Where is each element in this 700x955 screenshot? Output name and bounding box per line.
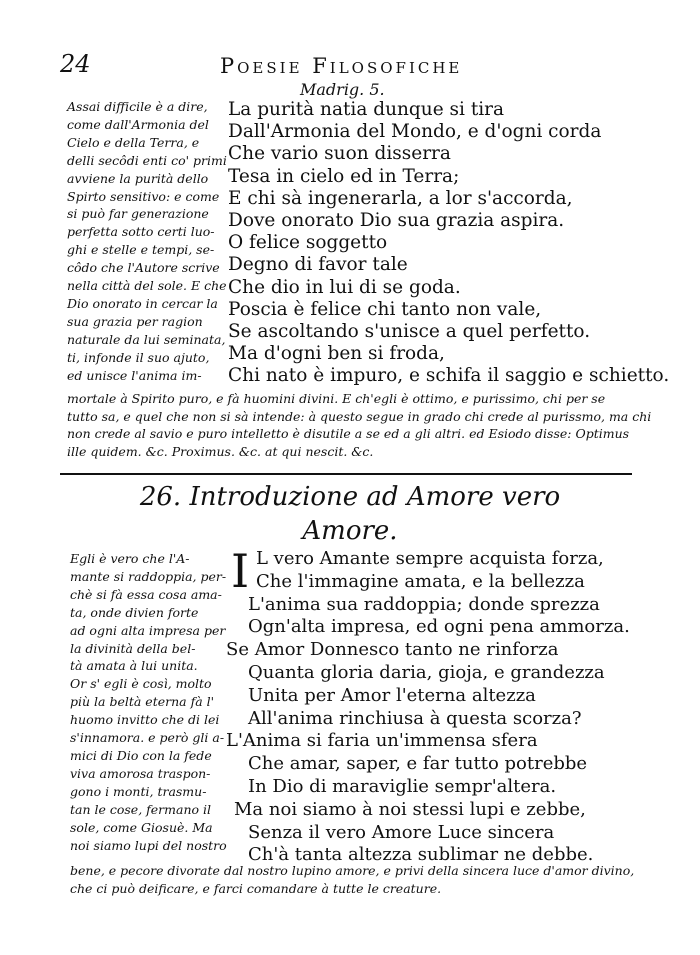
sonnet-side-note [70,550,235,854]
verse-line: L vero Amante sempre acquista forza, [256,548,604,569]
verse-line: Senza il vero Amore Luce sincera [248,821,555,843]
note-line: che ci può deificare, e farci comandare à tutte le creature. [70,881,442,896]
note-line: ille quidem. &c. Proximus. &c. at qui nescit. &c. [67,443,374,459]
verse-line: Poscia è felice chi tanto non vale, [228,298,542,320]
verse-line: E chi sà ingenerarla, a lor s'accorda, [228,187,573,209]
sonnet-verses [226,544,630,867]
verse-line: Ma noi siamo à noi stessi lupi e zebbe, [234,798,586,820]
running-head [60,50,620,82]
side-note-line: naturale da lui seminata, [67,331,226,347]
verse-line: Ma d'ogni ben si froda, [228,343,445,365]
side-note-line: chè si fà essa cosa ama- [70,586,222,602]
side-note-line: Dio onorato in cercar la [67,295,218,311]
side-note-line: s'innamora. e però gli a- [70,730,225,746]
verse-line: Se ascoltando s'unisce a quel perfetto. [228,320,591,342]
section-title-continuation: Amore. [302,516,398,546]
section-number: 26. [139,482,182,512]
sonnet-note-continuation [70,862,635,898]
side-note-line: Assai difficile è a dire, [67,99,208,114]
note-line: tutto sa, e quel che non si sà intende: à questo segue in grado chi crede al purissmo, ma chi [67,408,652,424]
verse-line: Che vario suon disserra [228,143,451,165]
side-note-line: côdo che l'Autore scrive [67,260,220,276]
verse-line: L'Anima si faria un'immensa sfera [226,730,538,752]
side-note-line: tà amata à lui unita. [70,658,198,674]
verse-line: All'anima rinchiusa à questa scorza? [248,707,582,729]
side-note-line: mici di Dio con la fede [70,747,212,763]
verse-line: Ch'à tanta altezza sublimar ne debbe. [248,844,594,866]
verse-line: Che dio in lui di se goda. [228,276,461,298]
side-note-line: sole, come Giosuè. Ma [70,819,213,835]
side-note-line: si può far generazione [67,206,209,222]
side-note-line: più la beltà eterna fà l' [70,694,215,710]
verse-line: O felice soggetto [228,232,388,254]
side-note-line: delli secôdi enti co' primi [67,152,227,168]
running-title: Poesie Filosofiche [220,54,463,78]
madrigal-note-continuation [67,390,652,460]
section-title: Introduzione ad Amore vero [189,482,561,512]
side-note-line: sua grazia per ragion [67,313,203,329]
verse-line: Ogn'alta impresa, ed ogni pena ammorza. [248,616,630,638]
side-note-line: ed unisce l'anima im- [67,367,202,383]
verse-line: Dove onorato Dio sua grazia aspira. [228,209,565,231]
side-note-line: ta, onde divien forte [70,604,199,620]
verse-line: Tesa in cielo ed in Terra; [228,165,460,187]
side-note-line: huomo invitto che di lei [70,712,220,728]
poem-label: Madrig. 5. [300,80,385,99]
madrigal-verses [228,99,669,387]
side-note-line: nella città del sole. E che [67,278,227,294]
side-note-line: Spirto sensitivo: e come [67,188,220,204]
verse-line: In Dio di maraviglie sempr'altera. [248,775,557,797]
side-note-line: ad ogni alta impresa per [70,622,226,638]
verse-line: Che l'immagine amata, e la bellezza [256,570,585,592]
side-note-line: viva amorosa traspon- [70,765,211,781]
verse-line: Quanta gloria daria, gioja, e grandezza [248,661,605,683]
note-line: mortale à Spirito puro, e fà huomini divini. E ch'egli è ottimo, e purissimo, chi per se [67,391,606,406]
side-note-line: tan le cose, fermano il [70,801,212,817]
side-note-line: la divinità della bel- [70,640,196,656]
side-note-line: ghi e stelle e tempi, se- [67,242,215,258]
drop-cap: I [231,544,250,598]
side-note-line: noi siamo lupi del nostro [70,837,227,853]
verse-line: Che amar, saper, e far tutto potrebbe [248,753,588,775]
section-divider [60,473,632,475]
side-note-line: Cielo e della Terra, e [67,134,200,150]
verse-line: Unita per Amor l'eterna altezza [248,684,536,706]
verse-line: Degno di favor tale [228,254,408,276]
verse-line: L'anima sua raddoppia; donde sprezza [248,593,600,615]
section-heading [60,480,640,548]
side-note-line: mante si raddoppia, per- [70,568,227,584]
side-note-line: come dall'Armonia del [67,116,209,132]
note-line: bene, e pecore divorate dal nostro lupino amore, e privi della sincera luce d'amor divino, [70,863,635,878]
verse-line: Dall'Armonia del Mondo, e d'ogni corda [228,121,602,143]
side-note-line: gono i monti, trasmu- [70,783,207,799]
side-note-line: Egli è vero che l'A- [70,551,190,566]
note-line: non crede al savio e puro intelletto è disutile a se ed a gli altri. ed Esiodo disse: Optimus [67,426,630,441]
verse-line: Chi nato è impuro, e schifa il saggio e schietto. [228,365,670,387]
side-note-line: avviene la purità dello [67,170,209,186]
verse-line: La purità natia dunque si tira [228,99,505,120]
verse-line: Se Amor Donnesco tanto ne rinforza [226,639,559,661]
side-note-line: ti, infonde il suo ajuto, [67,349,210,365]
madrigal-side-note [67,98,242,385]
page-number: 24 [60,50,91,78]
side-note-line: Or s' egli è così, molto [70,676,212,692]
side-note-line: perfetta sotto certi luo- [67,224,215,240]
